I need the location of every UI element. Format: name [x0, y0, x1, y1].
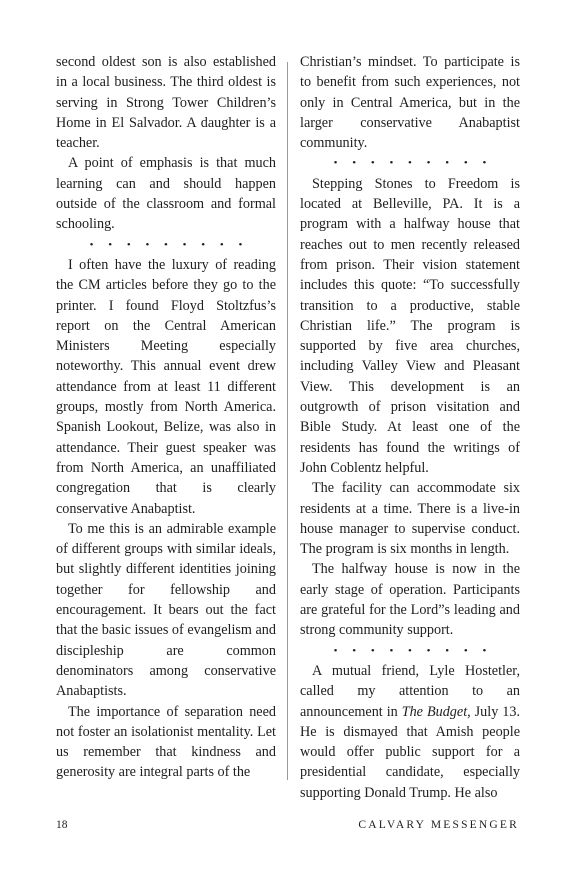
right-paragraph-2: Stepping Stones to Freedom is located at Belleville, PA. It is a program with a halfway house that reaches out to men recently released from prison. Their vision statement includes this quote: “To successfully transition to a productive, stable Christian life.” The program is supported by five area churches, including Valley View and Pleasant View. This development is an outgrowth of prison visitation and Bible Study. At least one of the residents has found the writings of John Coblentz helpful. [300, 175, 520, 476]
left-paragraph-3: I often have the luxury of reading the CM articles before they go to the printer. I found Floyd Stoltzfus’s report on the Central American Ministers Meeting especially noteworthy. This annual event drew attendance from at least 11 different groups, mostly from North America. Spanish Lookout, Belize, was also in attendance. Their guest speaker was from North America, an unaffiliated congregation that is clearly conservative Anabaptist. [56, 256, 276, 517]
left-paragraph-4: To me this is an admirable example of different groups with similar ideals, but slightly different identities joining together for fellowship and encouragement. It bears out the fact that the basic issues of evangelism and discipleship are common denominators among conservative Anabaptists. [56, 520, 276, 700]
running-head: CALVARY MESSENGER [358, 819, 519, 831]
publication-title: The Budget [401, 703, 468, 720]
right-paragraph-1: Christian’s mindset. To participate is to benefit from such experiences, not only in Central America, but in the larger conservative Anabaptist community. [300, 54, 520, 152]
right-column [300, 52, 520, 803]
right-paragraph-5-end: , July 13. He is dismayed that Amish people would offer public support for a presidential candidate, especially supporting Donald Trump. He also [300, 703, 521, 801]
left-paragraph-2: A point of emphasis is that much learning can and should happen outside of the classroom and formal schooling. [56, 155, 276, 233]
section-separator: • • • • • • • • • [333, 157, 493, 170]
left-paragraph-5: The importance of separation need not foster an isolationist mentality. Let us remember that kindness and generosity are integral parts of the [56, 703, 276, 781]
left-paragraph-1: second oldest son is also established in a local business. The third oldest is serving in Strong Tower Children’s Home in El Salvador. A daughter is a teacher. [56, 54, 276, 152]
column-divider [287, 62, 288, 780]
page-number: 18 [56, 819, 68, 831]
right-paragraph-4: The halfway house is now in the early stage of operation. Participants are grateful for the Lord”s leading and strong community support. [300, 561, 520, 639]
right-paragraph-3: The facility can accommodate six residents at a time. There is a live-in house manager to supervise conduct. The program is six months in length. [300, 480, 520, 558]
left-column [56, 52, 276, 783]
section-separator: • • • • • • • • • [89, 238, 249, 251]
right-paragraph-5-start: A mutual friend, Lyle Hostetler, called my attention to an announcement in [300, 662, 520, 720]
section-separator: • • • • • • • • • [333, 644, 493, 657]
right-paragraph-5 [300, 661, 520, 803]
